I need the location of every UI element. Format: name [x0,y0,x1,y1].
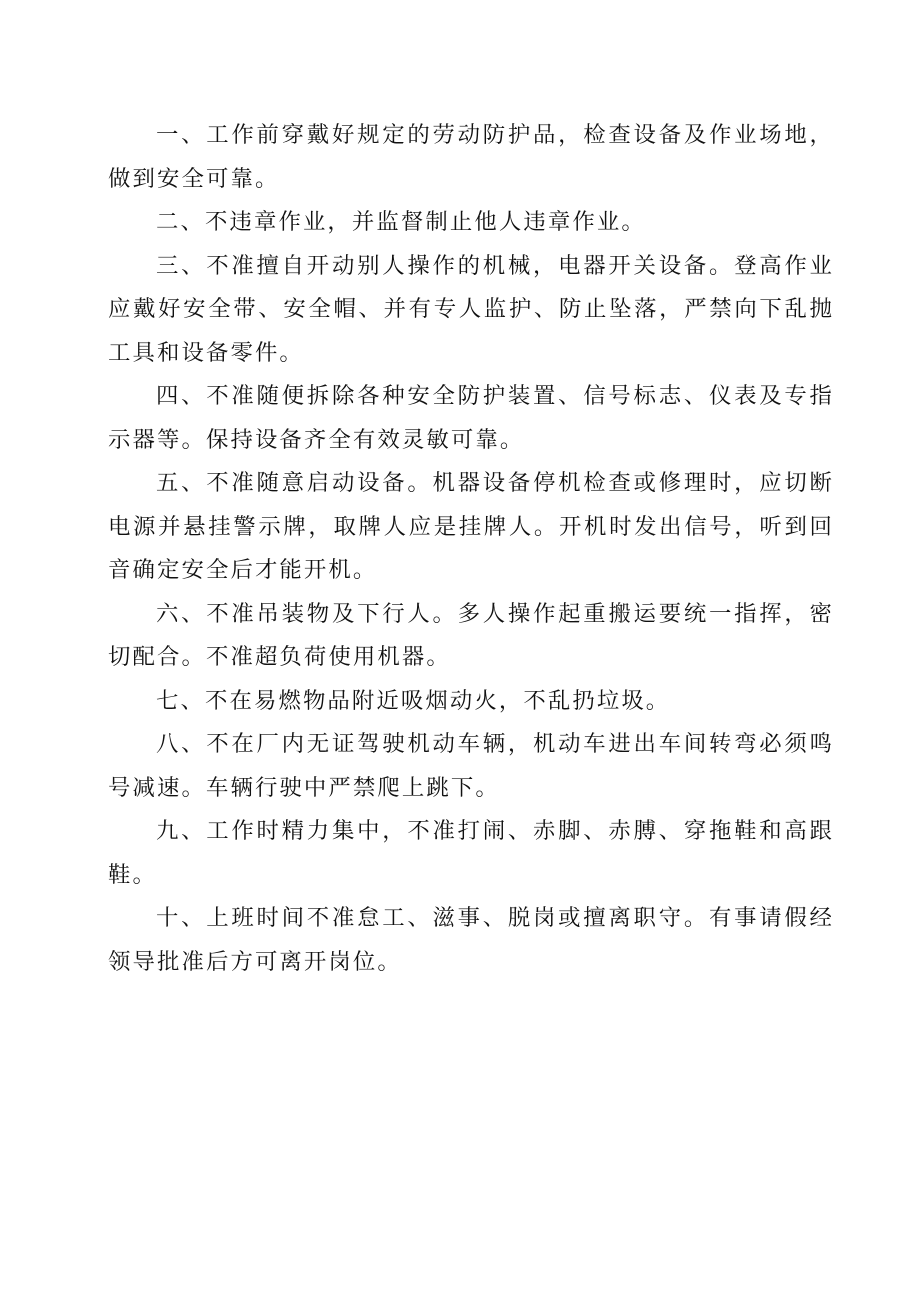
safety-rules-body [108,114,834,984]
rule-item-9: 九、工作时精力集中，不准打闹、赤脚、赤膊、穿拖鞋和高跟鞋。 [108,818,834,888]
rule-item-1: 一、工作前穿戴好规定的劳动防护品，检查设备及作业场地，做到安全可靠。 [108,122,834,192]
rule-item-4: 四、不准随便拆除各种安全防护装置、信号标志、仪表及专指示器等。保持设备齐全有效灵敏可靠。 [108,383,834,453]
rule-item-6: 六、不准吊装物及下行人。多人操作起重搬运要统一指挥，密切配合。不准超负荷使用机器。 [108,600,834,670]
rule-item-3: 三、不准擅自开动别人操作的机械，电器开关设备。登高作业应戴好安全带、安全帽、并有专人监护、防止坠落，严禁向下乱抛工具和设备零件。 [108,252,834,366]
rule-item-8: 八、不在厂内无证驾驶机动车辆，机动车进出车间转弯必须鸣号减速。车辆行驶中严禁爬上跳下。 [108,731,834,801]
rule-item-2: 二、不违章作业，并监督制止他人违章作业。 [156,209,646,235]
rule-item-7: 七、不在易燃物品附近吸烟动火，不乱扔垃圾。 [156,687,671,714]
rule-item-5: 五、不准随意启动设备。机器设备停机检查或修理时，应切断电源并悬挂警示牌，取牌人应是挂牌人。开机时发出信号，听到回音确定安全后才能开机。 [108,470,834,583]
rule-item-10: 十、上班时间不准怠工、滋事、脱岗或擅离职守。有事请假经领导批准后方可离开岗位。 [108,905,834,975]
